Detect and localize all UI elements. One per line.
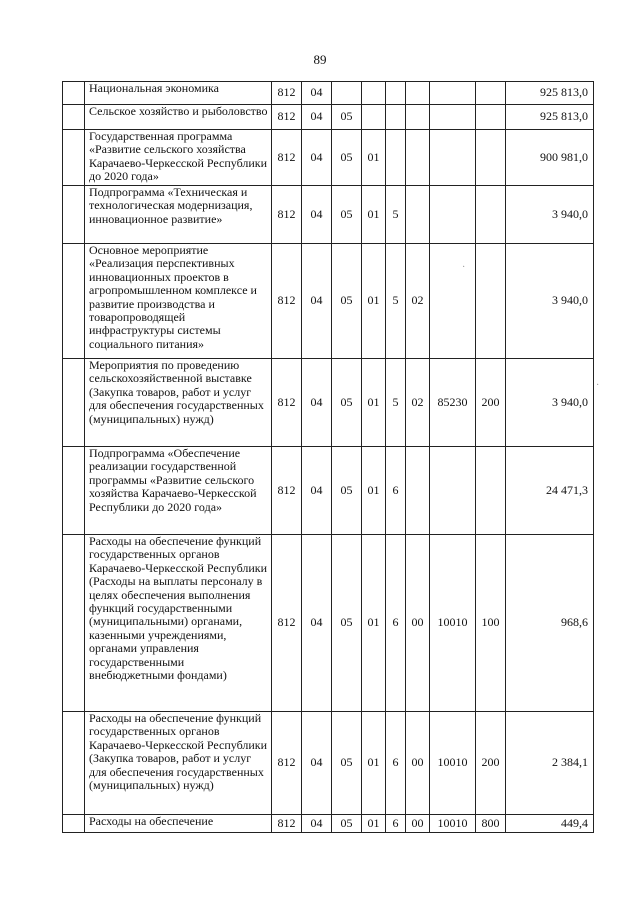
cell-amount: 3 940,0 [506,186,594,244]
cell-expense-type: 800 [476,815,506,833]
cell-blank [63,535,85,712]
cell-main-activity: 02 [406,359,430,447]
cell-amount: 24 471,3 [506,447,594,535]
cell-section: 04 [302,447,332,535]
cell-direction [430,244,476,359]
cell-subprogram: 5 [386,244,406,359]
table-row [63,105,594,130]
cell-main-activity [406,82,430,105]
cell-direction: 85230 [430,359,476,447]
cell-subsection: 05 [332,244,362,359]
table-row [63,447,594,535]
cell-section: 04 [302,186,332,244]
cell-direction [430,82,476,105]
cell-section: 04 [302,130,332,186]
table-row [63,82,594,105]
cell-subsection: 05 [332,815,362,833]
cell-program: 01 [362,186,386,244]
cell-grbs: 812 [272,244,302,359]
cell-name: Основное мероприятие «Реализация перспективных инновационных проектов в агропромышленном комплексе и развитие производства и товаропроводящей инфраструктуры системы социального питания» [85,244,272,359]
cell-direction [430,186,476,244]
cell-name: Расходы на обеспечение функций государственных органов Карачаево-Черкесской Республики (Расходы на выплаты персоналу в целях обеспечения выполнения функций государственными (муниципальными) органами, казенными учреждениями, органами управления государственными внебюджетными фондами) [85,535,272,712]
cell-main-activity [406,105,430,130]
cell-blank [63,130,85,186]
cell-expense-type [476,447,506,535]
cell-amount: 449,4 [506,815,594,833]
cell-main-activity: 00 [406,815,430,833]
cell-main-activity: 00 [406,712,430,815]
cell-name: Национальная экономика [85,82,272,105]
cell-section: 04 [302,244,332,359]
page-number: 89 [313,52,327,67]
cell-direction: 10010 [430,712,476,815]
cell-amount: 2 384,1 [506,712,594,815]
table-row [63,535,594,712]
cell-amount: 968,6 [506,535,594,712]
table-row [63,815,594,833]
cell-subsection: 05 [332,447,362,535]
cell-grbs: 812 [272,359,302,447]
table-row [63,244,594,359]
cell-blank [63,359,85,447]
cell-expense-type [476,130,506,186]
scan-speck: · [462,262,466,273]
cell-name: Расходы на обеспечение [85,815,272,833]
cell-program: 01 [362,447,386,535]
scan-speck: · [596,380,600,391]
cell-subprogram [386,130,406,186]
cell-subprogram [386,105,406,130]
cell-subsection: 05 [332,712,362,815]
cell-subsection: 05 [332,359,362,447]
cell-main-activity [406,130,430,186]
cell-expense-type [476,244,506,359]
cell-expense-type [476,82,506,105]
cell-amount: 925 813,0 [506,82,594,105]
cell-expense-type [476,105,506,130]
cell-blank [63,712,85,815]
cell-program: 01 [362,815,386,833]
cell-subsection: 05 [332,535,362,712]
cell-direction [430,105,476,130]
cell-expense-type: 100 [476,535,506,712]
cell-direction: 10010 [430,815,476,833]
cell-grbs: 812 [272,535,302,712]
cell-main-activity: 00 [406,535,430,712]
cell-grbs: 812 [272,82,302,105]
cell-grbs: 812 [272,105,302,130]
cell-blank [63,244,85,359]
table-row [63,359,594,447]
cell-blank [63,186,85,244]
cell-grbs: 812 [272,712,302,815]
cell-program [362,105,386,130]
cell-subprogram: 6 [386,447,406,535]
cell-subsection: 05 [332,130,362,186]
cell-subprogram [386,82,406,105]
cell-amount: 900 981,0 [506,130,594,186]
cell-main-activity: 02 [406,244,430,359]
table-row [63,186,594,244]
cell-subsection [332,82,362,105]
cell-program: 01 [362,712,386,815]
cell-program [362,82,386,105]
cell-name: Подпрограмма «Техническая и технологическая модернизация, инновационное развитие» [85,186,272,244]
cell-grbs: 812 [272,186,302,244]
cell-expense-type: 200 [476,359,506,447]
cell-grbs: 812 [272,130,302,186]
cell-main-activity [406,447,430,535]
cell-direction [430,447,476,535]
cell-subsection: 05 [332,105,362,130]
cell-name: Мероприятия по проведению сельскохозяйственной выставке (Закупка товаров, работ и услуг для обеспечения государственных (муниципальных) нужд) [85,359,272,447]
cell-amount: 925 813,0 [506,105,594,130]
cell-program: 01 [362,244,386,359]
cell-name: Сельское хозяйство и рыболовство [85,105,272,130]
table-row [63,130,594,186]
cell-program: 01 [362,130,386,186]
cell-grbs: 812 [272,815,302,833]
cell-section: 04 [302,815,332,833]
cell-subsection: 05 [332,186,362,244]
cell-subprogram: 5 [386,186,406,244]
cell-section: 04 [302,535,332,712]
cell-section: 04 [302,105,332,130]
table-row [63,712,594,815]
cell-blank [63,82,85,105]
cell-section: 04 [302,359,332,447]
cell-name: Государственная программа «Развитие сельского хозяйства Карачаево-Черкесской Республики до 2020 года» [85,130,272,186]
cell-expense-type: 200 [476,712,506,815]
cell-subprogram: 6 [386,815,406,833]
cell-blank [63,447,85,535]
cell-section: 04 [302,712,332,815]
cell-name: Расходы на обеспечение функций государственных органов Карачаево-Черкесской Республики (Закупка товаров, работ и услуг для обеспечения государственных (муниципальных) нужд) [85,712,272,815]
cell-section: 04 [302,82,332,105]
cell-program: 01 [362,359,386,447]
cell-direction: 10010 [430,535,476,712]
cell-main-activity [406,186,430,244]
cell-amount: 3 940,0 [506,244,594,359]
cell-blank [63,815,85,833]
cell-subprogram: 6 [386,712,406,815]
cell-amount: 3 940,0 [506,359,594,447]
cell-program: 01 [362,535,386,712]
cell-subprogram: 6 [386,535,406,712]
cell-name: Подпрограмма «Обеспечение реализации государственной программы «Развитие сельского хозяйства Карачаево-Черкесской Республики до 2020 года» [85,447,272,535]
cell-direction [430,130,476,186]
budget-table [62,81,594,833]
cell-subprogram: 5 [386,359,406,447]
cell-expense-type [476,186,506,244]
cell-blank [63,105,85,130]
cell-grbs: 812 [272,447,302,535]
